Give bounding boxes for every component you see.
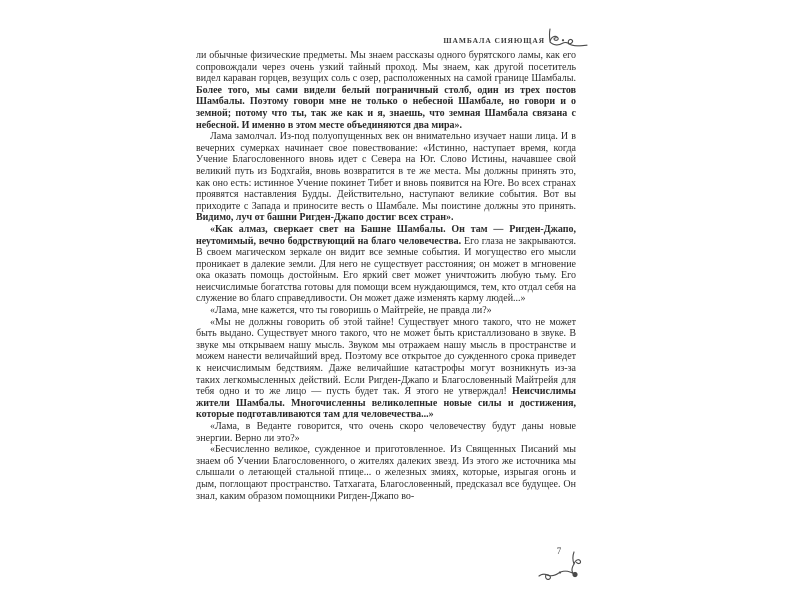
text-segment: Более того, мы сами видели белый пограничный столб, один из трех постов Шамбалы. Поэтому говори мне не только о небесной Шамбале, но говори и о земной; потому что ты, так же как и я, знаешь, что земная Шамбала связана с небесной. И именно в этом месте объединяются два мира». — [196, 84, 576, 131]
text-segment: «Лама, мне кажется, что ты говоришь о Майтрейе, не правда ли?» — [210, 305, 492, 317]
body-paragraph — [196, 50, 576, 131]
body-paragraph — [196, 421, 576, 444]
text-segment: Его глаза не закрываются. В своем магическом зеркале он видит все земные события. И могущество его мысли проникает в далекие земли. Для него не существует расстояния; он может в мгновение ока оказать помощь достойным. Его яркий свет может уничтожить любую тьму. Его неисчислимые богатства готовы для помощи всем нуждающимся, тем, кто отдал себя на служение во благо справедливости. Он может даже изменять карму людей...» — [196, 235, 576, 305]
text-segment: ли обычные физические предметы. Мы знаем рассказы одного бурятского ламы, как его сопровождали через очень узкий тайный проход. Мы знаем, как другой посетитель видел караван горцев, везущих соль с озер, расположенных на самой границе Шамбалы. — [196, 50, 576, 85]
page-number: 7 — [556, 546, 562, 556]
text-segment: Видимо, луч от башни Ригден-Джапо достиг всех стран». — [196, 212, 454, 224]
body-paragraph — [196, 305, 576, 317]
text-segment: «Как алмаз, сверкает свет на Башне Шамбалы. Он там — Ригден-Джапо, неутомимый, вечно бодрствующий на благо человечества. — [196, 223, 576, 247]
text-segment: «Лама, в Веданте говорится, что очень скоро человечеству будут даны новые энергии. Верно ли это?» — [196, 421, 576, 444]
running-header-title: ШАМБАЛА СИЯЮЩАЯ — [443, 36, 545, 45]
page-text — [196, 50, 576, 502]
body-paragraph — [196, 224, 576, 305]
body-paragraph — [196, 131, 576, 224]
body-paragraph — [196, 444, 576, 502]
footer-vine-flourish-icon — [538, 550, 592, 586]
body-paragraph — [196, 317, 576, 421]
text-segment: Лама замолчал. Из-под полуопущенных век он внимательно изучает наши лица. И в вечерних сумерках начинает свое повествование: «Истинно, наступает время, когда Учение Благословенного вновь идет с Севера на Юг. Слово Истины, начавшее свой великий путь из Бодхгайя, вновь возвратится в те же места. Мы должны принять это, как оно есть: истинное Учение покинет Тибет и вновь появится на Юге. Во всех странах проявятся наставления Будды. Действительно, наступают великие события. Вот вы приходите с Запада и приносите весть о Шамбале. Мы поистине должны это принять. — [196, 131, 576, 212]
text-segment: «Мы не должны говорить об этой тайне! Существует много такого, что не может быть выдано. Существует много такого, что не может быть кристаллизовано в звуке. В звуке мы открываем нашу мысль. Звуком мы отражаем нашу мысль в пространстве и можем нанести величайший вред. Поэтому все открытое до сужденного срока приведет к неисчислимым бедствиям. Даже величайшие катастрофы могут возникнуть из-за таких легкомысленных действий. Если Ригден-Джапо и Благословенный Майтрейя для тебя одно и то же лицо — пусть будет так. Я этого не утверждал! — [196, 316, 576, 398]
text-segment: Неисчислимы жители Шамбалы. Многочисленны великолепные новые силы и достижения, которые подготавливаются там для человечества...» — [196, 386, 576, 421]
text-segment: «Бесчисленно великое, сужденное и приготовленное. Из Священных Писаний мы знаем об Учении Благословенного, о жителях далеких звезд. Из этого же источника мы слышали о летающей стальной птице... о железных змиях, которые, изрыгая огонь и дым, поглощают пространство. Татхагата, Благословенный, предсказал все будущее. Он знал, каким образом помощники Ригден-Джапо во- — [196, 444, 576, 502]
